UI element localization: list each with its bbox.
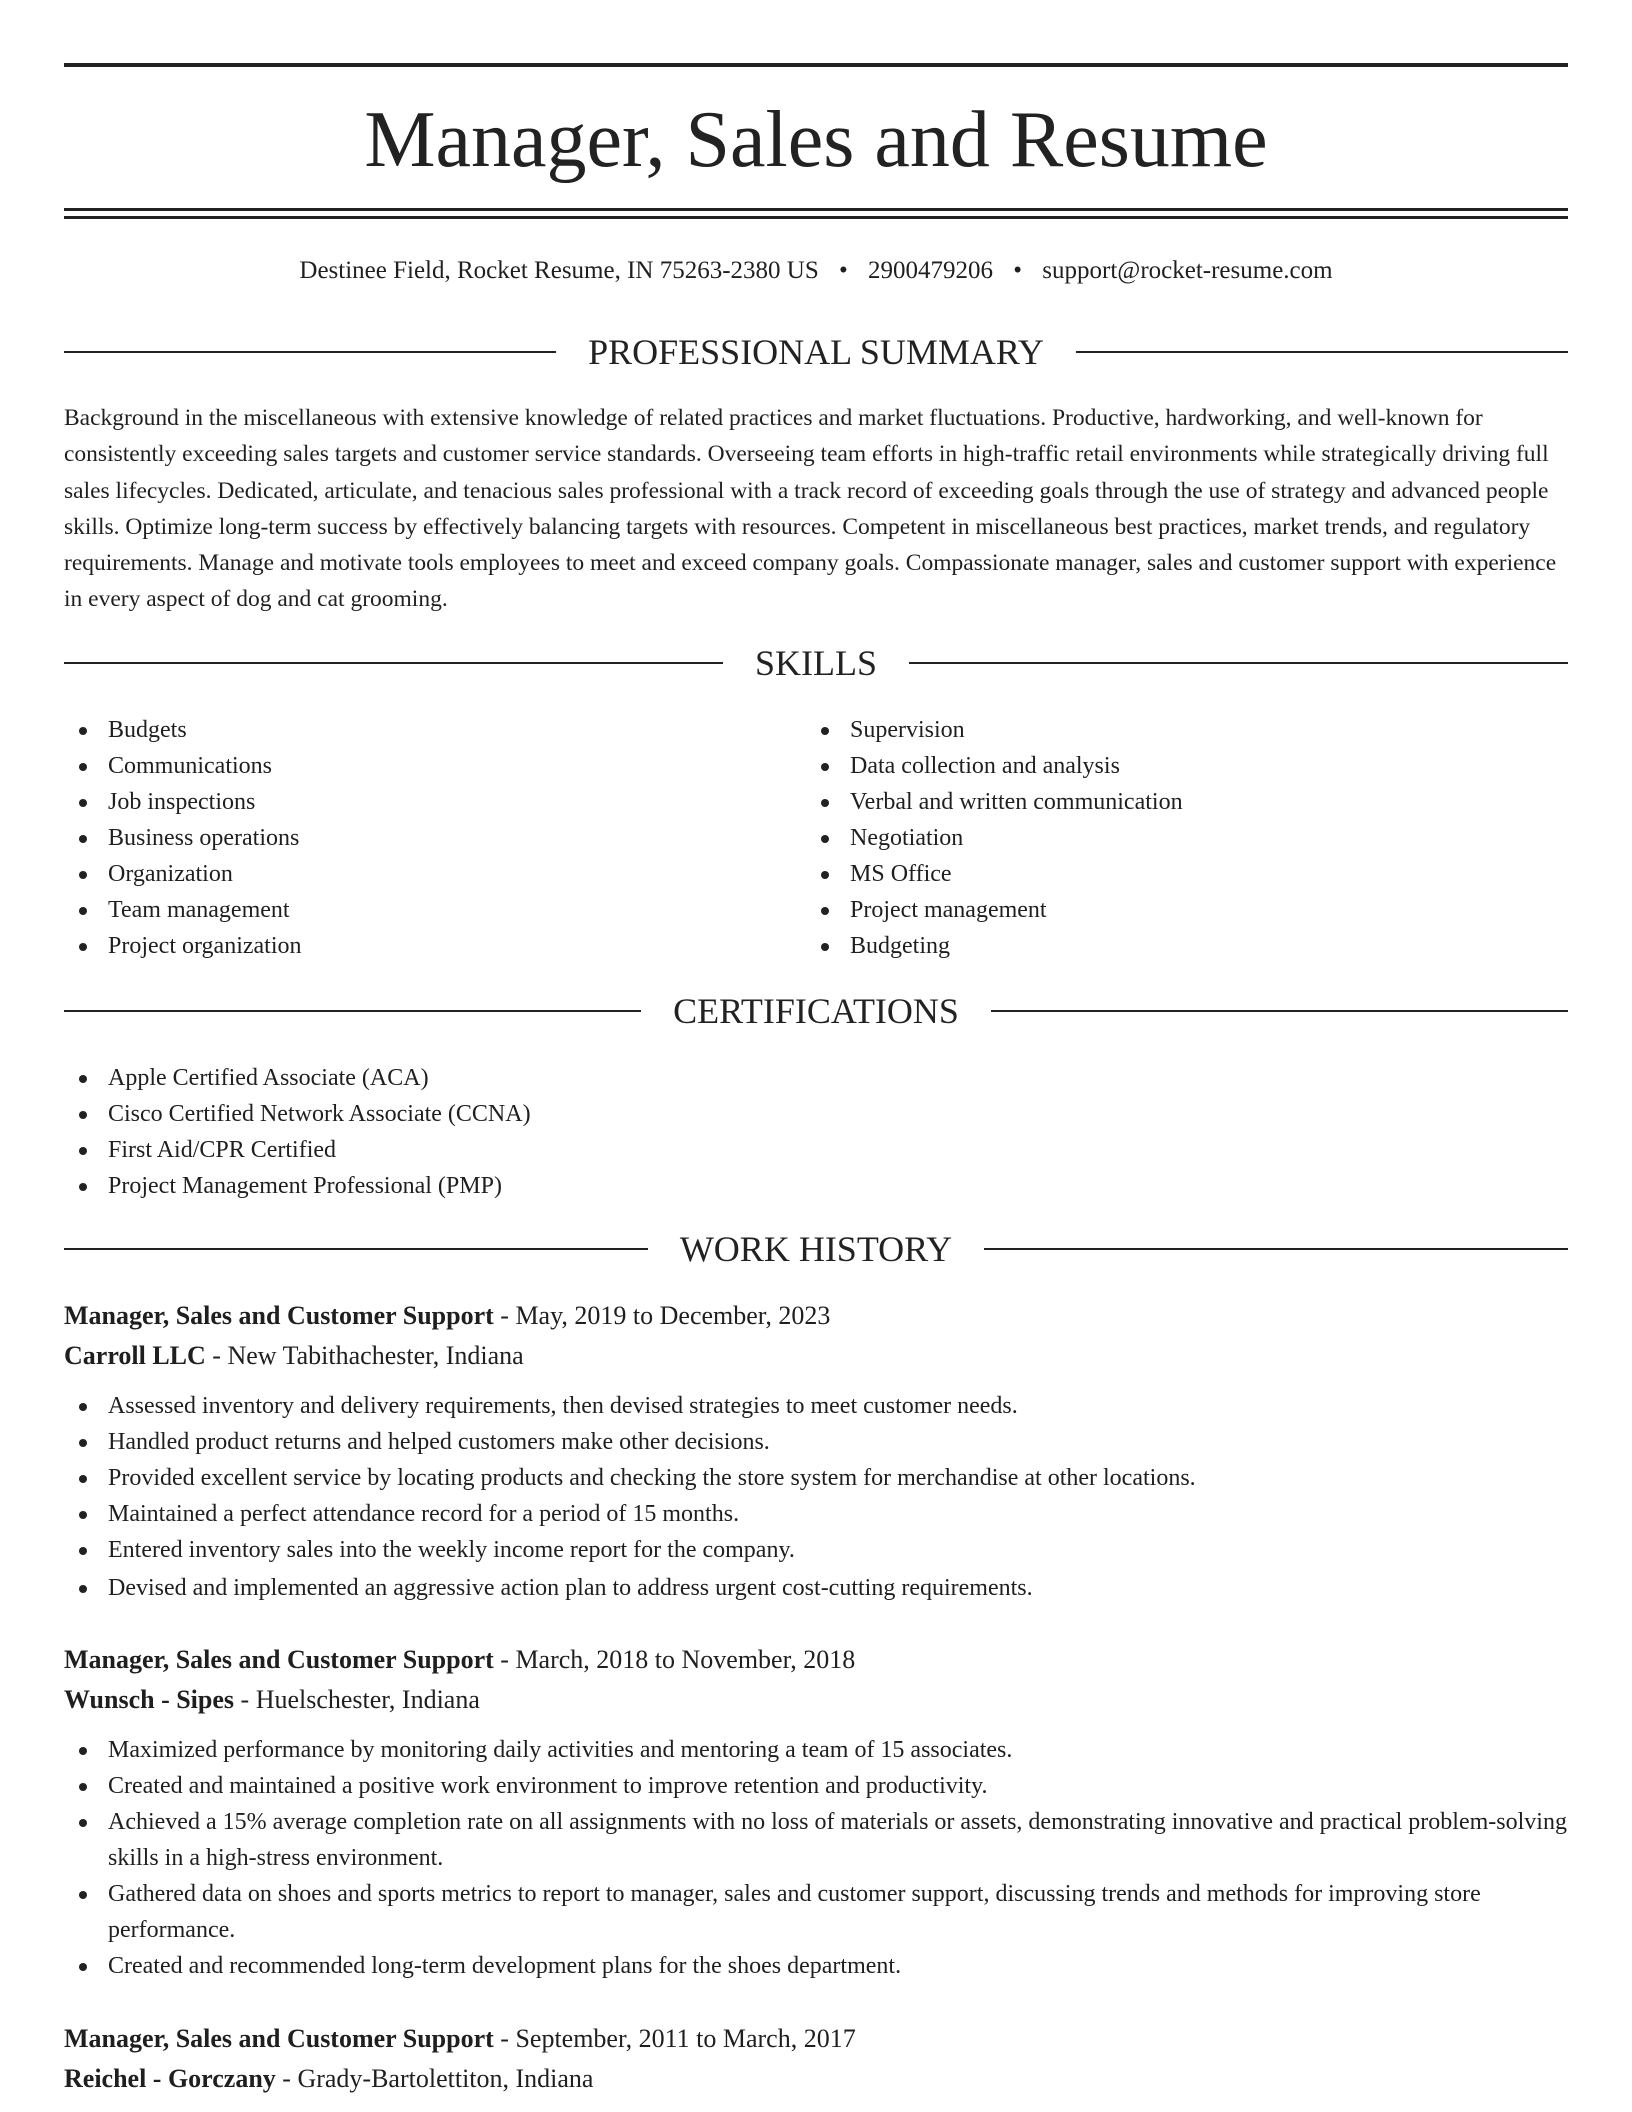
- job-entry: [64, 2019, 1568, 2099]
- contact-separator: •: [1013, 257, 1023, 284]
- work-history-heading-label: WORK HISTORY: [679, 1229, 953, 1269]
- job-bullet: Maximized performance by monitoring daily activities and mentoring a team of 15 associates.: [64, 1732, 1568, 1768]
- skill-item: Job inspections: [64, 784, 744, 820]
- job-entry: [64, 1640, 1568, 1984]
- job-location: - Grady-Bartolettiton, Indiana: [275, 2064, 594, 2093]
- certifications-heading: [64, 989, 1568, 1033]
- heading-rule-right: [1076, 351, 1568, 353]
- title-rule-upper: [64, 208, 1568, 211]
- job-bullets: [64, 1388, 1568, 1606]
- job-dates: - March, 2018 to November, 2018: [493, 1645, 856, 1674]
- job-title: Manager, Sales and Customer Support: [64, 2024, 494, 2053]
- contact-phone: 2900479206: [868, 257, 994, 284]
- job-location: - Huelschester, Indiana: [234, 1685, 480, 1714]
- skill-item: Communications: [64, 748, 744, 784]
- contact-separator: •: [839, 257, 848, 284]
- job-company: Reichel - Gorczany: [64, 2064, 276, 2093]
- job-title: Manager, Sales and Customer Support: [64, 1301, 494, 1330]
- skill-item: Business operations: [64, 820, 744, 856]
- skills-list-right: [806, 712, 1506, 964]
- job-title: Manager, Sales and Customer Support: [64, 1645, 494, 1674]
- certification-item: Project Management Professional (PMP): [64, 1168, 1264, 1204]
- summary-text: Background in the miscellaneous with extensive knowledge of related practices and market fluctuations. Productive, hardworking, and well-known for consistently exceeding sales targets and customer service standards. Overseeing team efforts in high-traffic retail environments while strategically driving full sales lifecycles. Dedicated, articulate, and tenacious sales professional with a track record of exceeding goals through the use of strategy and advanced people skills. Optimize long-term success by effectively balancing targets with resources. Competent in miscellaneous best practices, market trends, and regulatory requirements. Manage and motivate tools employees to meet and exceed company goals. Compassionate manager, sales and customer support with experience in every aspect of dog and cat grooming.: [64, 405, 1557, 613]
- job-bullet: Achieved a 15% average completion rate on all assignments with no loss of materials or assets, demonstrating innovative and practical problem-solving skills in a high-stress environment.: [64, 1804, 1568, 1876]
- job-bullet: Handled product returns and helped customers make other decisions.: [64, 1424, 1568, 1460]
- skill-item: Verbal and written communication: [806, 784, 1506, 820]
- contact-address: Destinee Field, Rocket Resume, IN 75263-2380 US: [299, 257, 819, 284]
- title-rule-lower: [64, 216, 1568, 219]
- job-bullet: Assessed inventory and delivery requirements, then devised strategies to meet customer needs.: [64, 1388, 1568, 1424]
- skill-item: Team management: [64, 892, 744, 928]
- job-bullet: Created and recommended long-term development plans for the shoes department.: [64, 1948, 1568, 1984]
- skills-heading: [64, 641, 1568, 685]
- heading-rule-right: [991, 1010, 1568, 1012]
- job-bullet: Devised and implemented an aggressive action plan to address urgent cost-cutting requirements.: [64, 1570, 1568, 1606]
- job-company-line: [64, 1336, 1568, 1376]
- certification-item: Cisco Certified Network Associate (CCNA): [64, 1096, 1264, 1132]
- skill-item: Organization: [64, 856, 744, 892]
- heading-rule-left: [64, 662, 723, 664]
- document-title: Manager, Sales and Resume: [364, 96, 1268, 184]
- job-bullet: Created and maintained a positive work environment to improve retention and productivity.: [64, 1768, 1568, 1804]
- skill-item: MS Office: [806, 856, 1506, 892]
- job-dates: - May, 2019 to December, 2023: [493, 1301, 831, 1330]
- skill-item: Project organization: [64, 928, 744, 964]
- certification-item: Apple Certified Associate (ACA): [64, 1060, 1264, 1096]
- skill-item: Supervision: [806, 712, 1506, 748]
- summary-heading: [64, 330, 1568, 374]
- contact-email: support@rocket-resume.com: [1042, 257, 1333, 284]
- skill-item: Budgeting: [806, 928, 1506, 964]
- certifications-list: [64, 1060, 1264, 1204]
- skill-item: Budgets: [64, 712, 744, 748]
- job-company: Carroll LLC: [64, 1341, 206, 1370]
- heading-rule-left: [64, 1010, 641, 1012]
- job-bullet: Provided excellent service by locating products and checking the store system for merchandise at other locations.: [64, 1460, 1568, 1496]
- heading-rule-right: [984, 1248, 1568, 1250]
- job-dates: - September, 2011 to March, 2017: [493, 2024, 856, 2053]
- certification-item: First Aid/CPR Certified: [64, 1132, 1264, 1168]
- job-title-line: [64, 1296, 1568, 1336]
- heading-rule-left: [64, 351, 556, 353]
- skills-heading-label: SKILLS: [755, 643, 878, 683]
- heading-rule-left: [64, 1248, 648, 1250]
- job-company-line: [64, 2059, 1568, 2099]
- skill-item: Project management: [806, 892, 1506, 928]
- skill-item: Data collection and analysis: [806, 748, 1506, 784]
- summary-heading-label: PROFESSIONAL SUMMARY: [588, 332, 1044, 372]
- skill-item: Negotiation: [806, 820, 1506, 856]
- job-entry: [64, 1296, 1568, 1606]
- job-company: Wunsch - Sipes: [64, 1685, 235, 1714]
- job-company-line: [64, 1680, 1568, 1720]
- job-bullet: Gathered data on shoes and sports metrics to report to manager, sales and customer support, discussing trends and methods for improving store performance.: [64, 1876, 1568, 1948]
- job-bullets: [64, 1732, 1568, 1984]
- job-title-line: [64, 1640, 1568, 1680]
- top-rule: [64, 63, 1568, 67]
- job-bullet: Entered inventory sales into the weekly income report for the company.: [64, 1532, 1568, 1568]
- skills-list-left: [64, 712, 744, 964]
- certifications-heading-label: CERTIFICATIONS: [673, 991, 959, 1031]
- job-location: - New Tabithachester, Indiana: [205, 1341, 524, 1370]
- job-title-line: [64, 2019, 1568, 2059]
- work-history-heading: [64, 1227, 1568, 1271]
- heading-rule-right: [909, 662, 1568, 664]
- job-bullet: Maintained a perfect attendance record for a period of 15 months.: [64, 1496, 1568, 1532]
- contact-line: [64, 255, 1568, 287]
